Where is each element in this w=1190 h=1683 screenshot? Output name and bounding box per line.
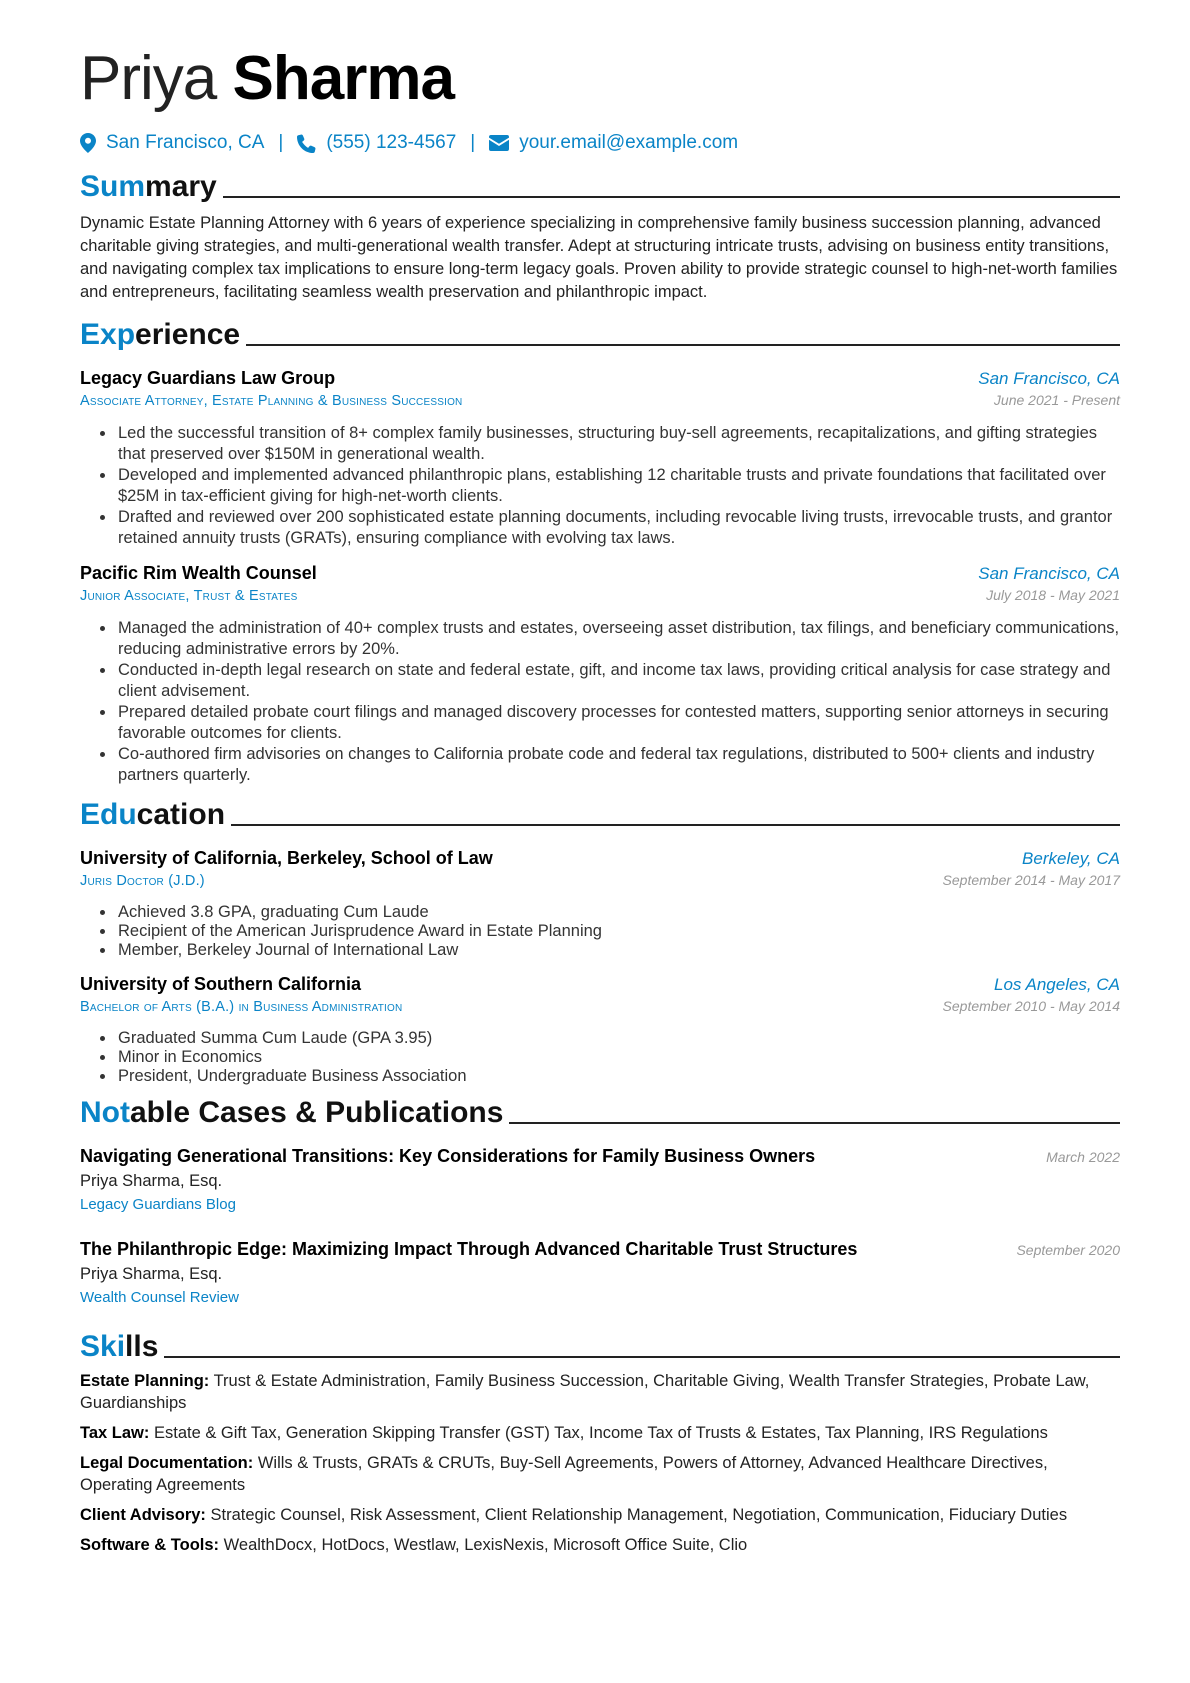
section-title (80, 1094, 503, 1132)
skill-value: Estate & Gift Tax, Generation Skipping Transfer (GST) Tax, Income Tax of Trusts & Estates, Tax Planning, IRS Regulations (153, 1424, 1048, 1442)
skill-label: Estate Planning: (80, 1372, 210, 1390)
publication-date: September 2020 (1016, 1242, 1120, 1258)
bullet-item: • Drafted and reviewed over 200 sophisticated estate planning documents, including revocable living trusts, irrevocable trusts, and grantor retained annuity trusts (GRATs), ensuring compliance with evolving tax laws. (116, 507, 1120, 549)
publication-author: Priya Sharma, Esq. (80, 1172, 223, 1190)
education-entry (80, 848, 1120, 960)
degree: Juris Doctor (J.D.) (80, 873, 205, 889)
skill-value: Strategic Counsel, Risk Assessment, Client Relationship Management, Negotiation, Communication, Fiduciary Duties (210, 1506, 1068, 1524)
phone-text: (555) 123-4567 (326, 132, 457, 153)
skill-row (80, 1504, 1120, 1526)
section-title-rest: lls (125, 1330, 159, 1363)
experience-entry (80, 368, 1120, 549)
section-title (80, 796, 225, 834)
section-title (80, 168, 217, 206)
bullet-list (80, 903, 1120, 960)
bullet-item: • Conducted in-depth legal research on state and federal estate, gift, and income tax laws, providing critical analysis for case strategy and client advisement. (116, 660, 1120, 702)
entry-location: San Francisco, CA (978, 369, 1120, 388)
publication-author: Priya Sharma, Esq. (80, 1265, 223, 1283)
company-name: Pacific Rim Wealth Counsel (80, 563, 317, 583)
entry-dates: September 2014 - May 2017 (942, 872, 1120, 888)
entry-location: Los Angeles, CA (994, 975, 1120, 994)
section-rule (223, 196, 1120, 198)
candidate-name (80, 40, 1120, 118)
envelope-icon (489, 135, 509, 151)
skill-value: Wills & Trusts, GRATs & CRUTs, Buy-Sell Agreements, Powers of Attorney, Advanced Healthcare Directives, Operating Agreements (80, 1454, 1048, 1494)
job-title: Associate Attorney, Estate Planning & Business Succession (80, 393, 463, 409)
resume-page (80, 40, 1120, 1556)
bullet-list (80, 423, 1120, 549)
bullet-item: • Prepared detailed probate court filings and managed discovery processes for contested matters, supporting senior attorneys in securing favorable outcomes for clients. (116, 702, 1120, 744)
entry-dates: July 2018 - May 2021 (986, 587, 1120, 603)
contact-separator: | (470, 132, 476, 153)
section-title-accent: Exp (80, 318, 136, 351)
skill-label: Software & Tools: (80, 1536, 220, 1554)
entry-dates: September 2010 - May 2014 (942, 998, 1120, 1014)
section-title-rest: erience (135, 318, 241, 351)
publication-venue[interactable]: Wealth Counsel Review (80, 1289, 239, 1306)
section-rule (509, 1122, 1120, 1124)
contact-location (80, 132, 264, 154)
bullet-list (80, 618, 1120, 786)
section-title (80, 1328, 158, 1366)
last-name: Sharma (232, 44, 454, 113)
section-rule (246, 344, 1120, 346)
skill-row (80, 1422, 1120, 1444)
entry-dates: June 2021 - Present (993, 392, 1120, 408)
section-title-accent: Ski (80, 1330, 126, 1363)
skill-value: WealthDocx, HotDocs, Westlaw, LexisNexis, Microsoft Office Suite, Clio (223, 1536, 748, 1554)
bullet-item: • Graduated Summa Cum Laude (GPA 3.95) (116, 1029, 1120, 1048)
publication-title: The Philanthropic Edge: Maximizing Impact Through Advanced Charitable Trust Structures (80, 1239, 858, 1259)
section-rule (164, 1356, 1120, 1358)
bullet-item: • Co-authored firm advisories on changes to California probate code and federal tax regulations, distributed to 500+ clients and industry partners quarterly. (116, 744, 1120, 786)
bullet-item: • Managed the administration of 40+ complex trusts and estates, overseeing asset distribution, tax filings, and beneficiary communications, reducing administrative errors by 20%. (116, 618, 1120, 660)
section-title (80, 316, 240, 354)
skill-label: Tax Law: (80, 1424, 150, 1442)
skill-value: Trust & Estate Administration, Family Business Succession, Charitable Giving, Wealth Transfer Strategies, Probate Law, Guardianships (80, 1372, 1090, 1412)
skill-row (80, 1534, 1120, 1556)
section-title-rest: able Cases & Publications (129, 1096, 504, 1129)
bullet-list (80, 1029, 1120, 1086)
bullet-item: • President, Undergraduate Business Association (116, 1067, 1120, 1086)
bullet-item: • Minor in Economics (116, 1048, 1120, 1067)
publication-title: Navigating Generational Transitions: Key Considerations for Family Business Owners (80, 1146, 816, 1166)
summary-text: Dynamic Estate Planning Attorney with 6 years of experience specializing in comprehensive family business succession planning, advanced charitable giving strategies, and multi-generational wealth transfer. Adept at structuring intricate trusts, advising on business entity transitions, and navigating complex tax implications to ensure long-term legacy goals. Proven ability to provide strategic counsel to high-net-worth families and entrepreneurs, facilitating seamless wealth preservation and philanthropic impact. (80, 214, 1118, 301)
skill-label: Legal Documentation: (80, 1454, 254, 1472)
entry-location: San Francisco, CA (978, 564, 1120, 583)
contact-email[interactable] (489, 132, 738, 154)
section-title-rest: cation (136, 798, 226, 831)
publication-venue[interactable]: Legacy Guardians Blog (80, 1196, 236, 1213)
section-title-accent: Edu (80, 798, 137, 831)
email-link: your.email@example.com (519, 132, 739, 153)
section-rule (231, 824, 1120, 826)
skill-label: Client Advisory: (80, 1506, 206, 1524)
degree: Bachelor of Arts (B.A.) in Business Administration (80, 999, 403, 1015)
school-name: University of Southern California (80, 974, 362, 994)
publication-entry (80, 1146, 1120, 1213)
contact-bar (80, 132, 1120, 154)
education-entry (80, 974, 1120, 1086)
section-title-accent: Sum (80, 170, 146, 203)
contact-separator: | (278, 132, 284, 153)
location-text: San Francisco, CA (106, 132, 265, 153)
summary-heading (80, 168, 1120, 206)
contact-phone[interactable] (297, 132, 456, 154)
bullet-item: • Recipient of the American Jurisprudence Award in Estate Planning (116, 922, 1120, 941)
phone-icon (297, 134, 316, 153)
map-pin-icon (80, 133, 96, 153)
experience-heading (80, 316, 1120, 354)
entry-location: Berkeley, CA (1022, 849, 1120, 868)
company-name: Legacy Guardians Law Group (80, 368, 336, 388)
section-title-rest: mary (145, 170, 217, 203)
job-title: Junior Associate, Trust & Estates (80, 588, 298, 604)
publication-date: March 2022 (1046, 1149, 1120, 1165)
bullet-item: • Led the successful transition of 8+ complex family businesses, structuring buy-sell agreements, recapitalizations, and gifting strategies that preserved over $150M in generational wealth. (116, 423, 1120, 465)
skills-heading (80, 1328, 1120, 1366)
school-name: University of California, Berkeley, School of Law (80, 848, 493, 868)
section-title-accent: Not (80, 1096, 130, 1129)
publication-entry (80, 1239, 1120, 1306)
education-heading (80, 796, 1120, 834)
bullet-item: • Developed and implemented advanced philanthropic plans, establishing 12 charitable trusts and private foundations that facilitated over $25M in tax-efficient giving for high-net-worth clients. (116, 465, 1120, 507)
experience-entry (80, 563, 1120, 786)
bullet-item: • Member, Berkeley Journal of International Law (116, 941, 1120, 960)
skill-row (80, 1370, 1120, 1414)
bullet-item: • Achieved 3.8 GPA, graduating Cum Laude (116, 903, 1120, 922)
first-name: Priya (80, 44, 217, 113)
publications-heading (80, 1094, 1120, 1132)
skill-row (80, 1452, 1120, 1496)
